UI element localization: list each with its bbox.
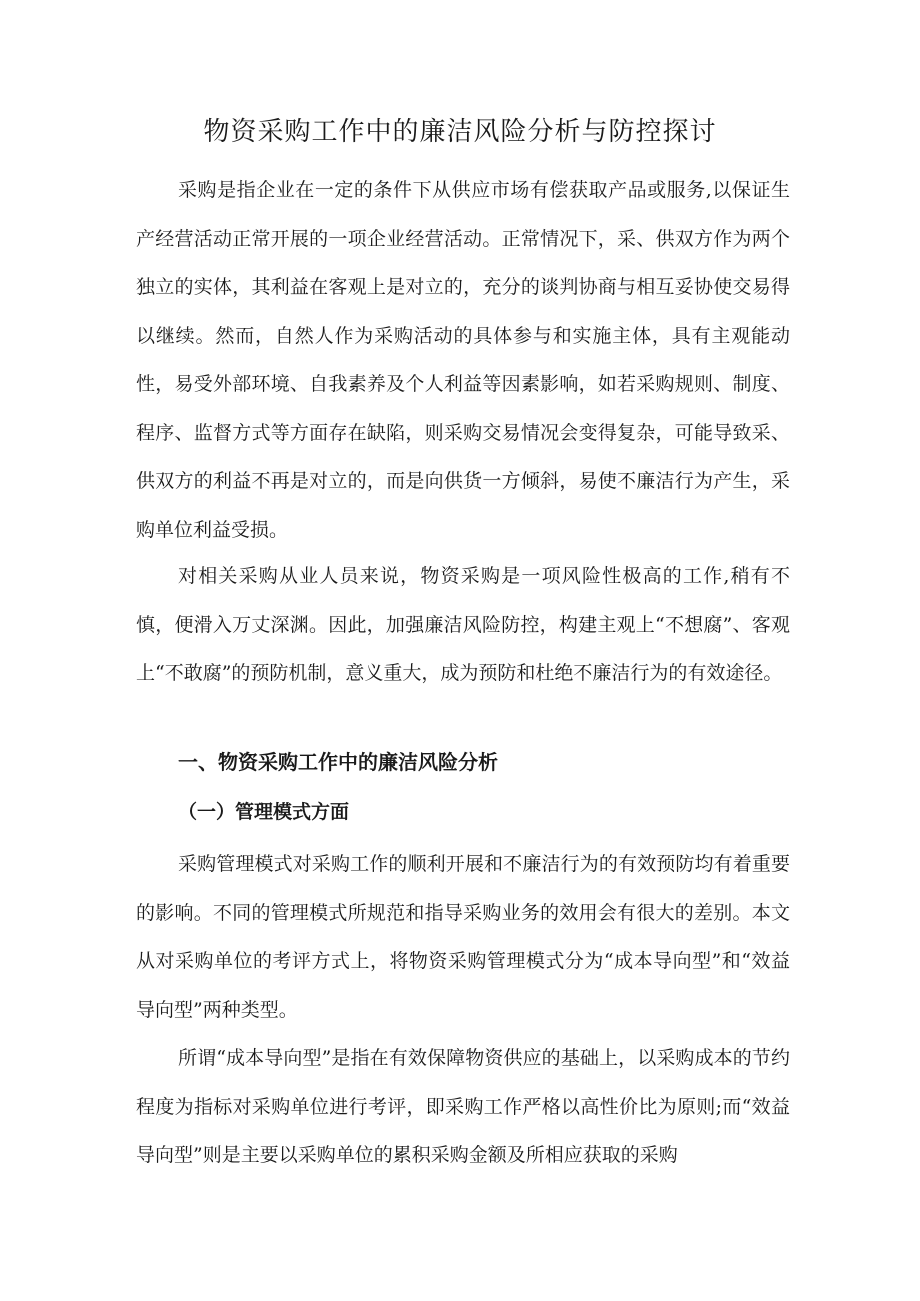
subsection-heading: （一）管理模式方面 [178,801,350,823]
paragraph-1: 采购是指企业在一定的条件下从供应市场有偿获取产品或服务,以保证生产经营活动正常开展的一项企业经营活动。正常情况下，采、供双方作为两个独立的实体，其利益在客观上是对立的，充分的谈判协商与相互妥协使交易得以继续。然而，自然人作为采购活动的具体参与和实施主体，具有主观能动性，易受外部环境、自我素养及个人利益等因素影响，如若采购规则、制度、程序、监督方式等方面存在缺陷，则采购交易情况会变得复杂，可能导致采、供双方的利益不再是对立的，而是向供货一方倾斜，易使不廉洁行为产生，采购单位利益受损。 [136,179,790,541]
section-heading: 一、物资采购工作中的廉洁风险分析 [178,750,498,774]
paragraph-4: 所谓“成本导向型”是指在有效保障物资供应的基础上，以采购成本的节约程度为指标对采购单位进行考评，即采购工作严格以高性价比为原则;而“效益导向型”则是主要以采购单位的累积采购金额及所相应获取的采购 [136,1047,790,1166]
paragraph-2: 对相关采购从业人员来说，物资采购是一项风险性极高的工作,稍有不慎，便滑入万丈深渊。因此，加强廉洁风险防控，构建主观上“不想腐”、客观上“不敢腐”的预防机制，意义重大，成为预防和杜绝不廉洁行为的有效途径。 [136,565,790,684]
document-title: 物资采购工作中的廉洁风险分析与防控探讨 [203,117,717,147]
paragraph-3: 采购管理模式对采购工作的顺利开展和不廉洁行为的有效预防均有着重要的影响。不同的管理模式所规范和指导采购业务的效用会有很大的差别。本文从对采购单位的考评方式上，将物资采购管理模式分为“成本导向型”和“效益导向型”两种类型。 [136,853,790,1021]
